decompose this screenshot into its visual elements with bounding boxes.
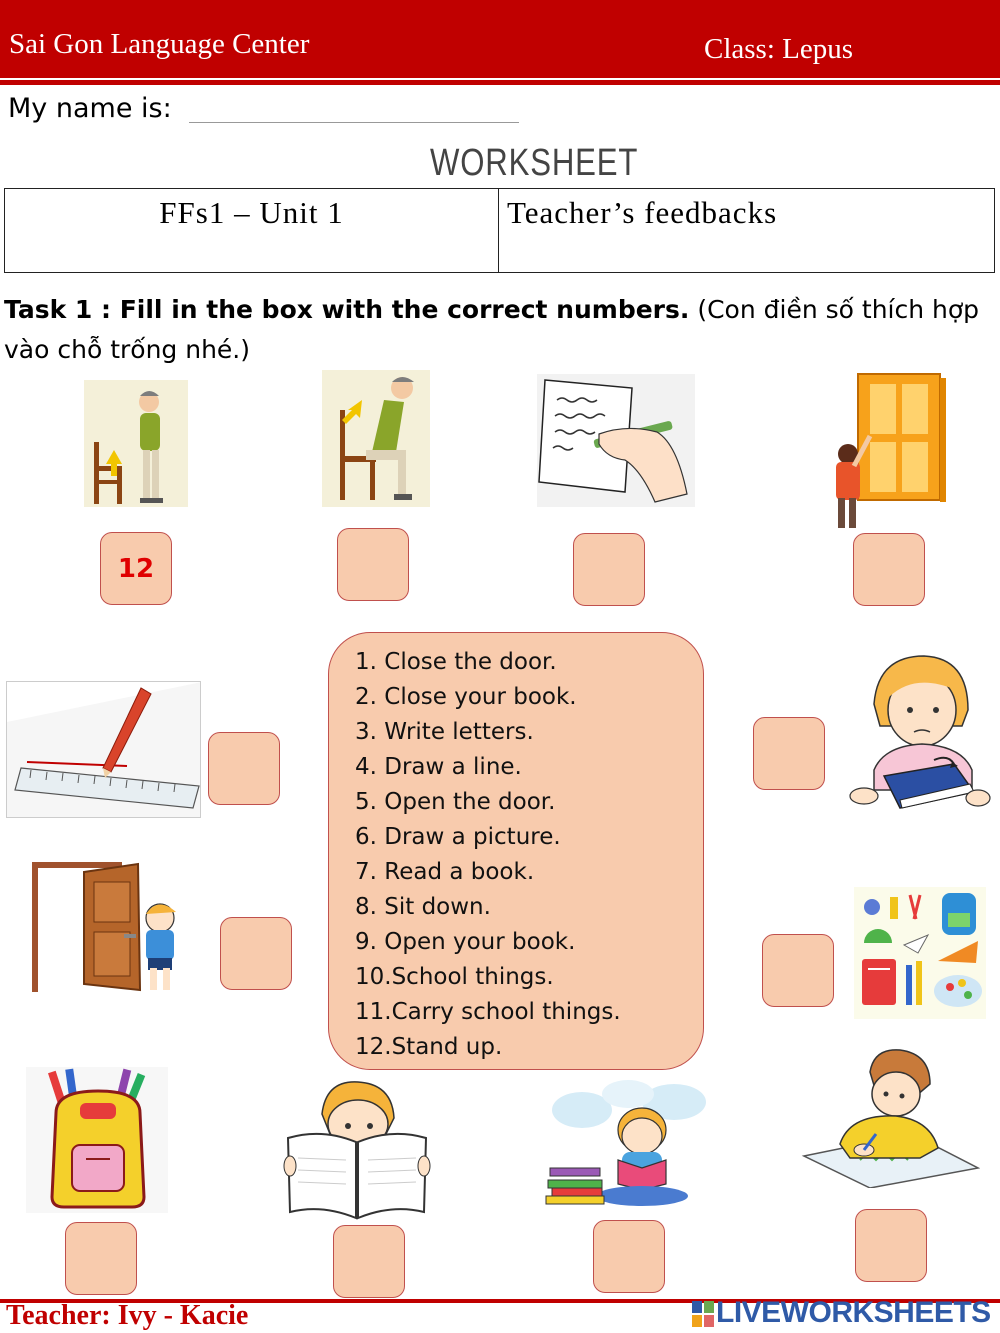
answer-box-11[interactable] (593, 1220, 665, 1293)
answer-box-7[interactable] (220, 917, 292, 990)
name-label: My name is: (8, 93, 172, 124)
answer-box-8[interactable] (762, 934, 834, 1007)
girl-closing-door-icon (822, 370, 948, 533)
answer-box-3[interactable] (573, 533, 645, 606)
center-name: Sai Gon Language Center (9, 28, 310, 60)
answer-box-1[interactable]: 12 (100, 532, 172, 605)
hand-writing-letters-icon (537, 374, 695, 507)
phrase-item-12: 12.Stand up. (355, 1034, 503, 1060)
pencil-drawing-line-icon (6, 681, 201, 818)
phrase-item-11: 11.Carry school things. (355, 999, 621, 1025)
phrase-item-3: 3. Write letters. (355, 719, 534, 745)
phrase-item-1: 1. Close the door. (355, 649, 557, 675)
task-instruction (4, 290, 994, 370)
boy-reading-book-icon (542, 1072, 712, 1212)
answer-box-6[interactable] (753, 717, 825, 790)
feedback-cell: Teacher’s feedbacks (507, 195, 778, 230)
answer-box-12[interactable] (855, 1209, 927, 1282)
backpack-carry-icon (26, 1067, 168, 1213)
phrase-item-9: 9. Open your book. (355, 929, 576, 955)
liveworksheets-logo-icon (692, 1301, 714, 1327)
unit-cell: FFs1 – Unit 1 (5, 189, 499, 272)
name-input-line[interactable] (189, 122, 519, 123)
boy-opening-book-icon (282, 1074, 432, 1222)
worksheet-title: WORKSHEET (430, 142, 639, 184)
phrase-item-8: 8. Sit down. (355, 894, 491, 920)
answer-box-2[interactable] (337, 528, 409, 601)
answer-box-5[interactable] (208, 732, 280, 805)
phrase-item-6: 6. Draw a picture. (355, 824, 561, 850)
task-bold: Task 1 : Fill in the box with the correct numbers. (4, 295, 690, 324)
phrase-item-2: 2. Close your book. (355, 684, 577, 710)
answer-box-9[interactable] (65, 1222, 137, 1295)
answer-box-10[interactable] (333, 1225, 405, 1298)
man-sitting-down-icon (322, 370, 430, 507)
phrase-item-10: 10.School things. (355, 964, 554, 990)
task-note: (Con điền số thích hợp vào chỗ trống nhé.) (4, 295, 980, 364)
girl-closing-book-icon (844, 650, 994, 815)
phrase-item-4: 4. Draw a line. (355, 754, 522, 780)
phrase-item-7: 7. Read a book. (355, 859, 535, 885)
header-bar (0, 0, 1000, 78)
phrase-list (328, 632, 704, 1070)
answer-box-4[interactable] (853, 533, 925, 606)
phrase-item-5: 5. Open the door. (355, 789, 556, 815)
liveworksheets-brand[interactable]: LIVEWORKSHEETS (716, 1296, 991, 1329)
header-divider (0, 80, 1000, 85)
boy-drawing-picture-icon (800, 1048, 980, 1188)
school-things-icon (854, 887, 986, 1019)
info-table (4, 188, 995, 273)
man-standing-up-icon (84, 380, 188, 507)
class-label: Class: Lepus (704, 33, 854, 65)
teacher-credit: Teacher: Ivy - Kacie (6, 1300, 249, 1331)
boy-opening-door-icon (18, 858, 180, 996)
